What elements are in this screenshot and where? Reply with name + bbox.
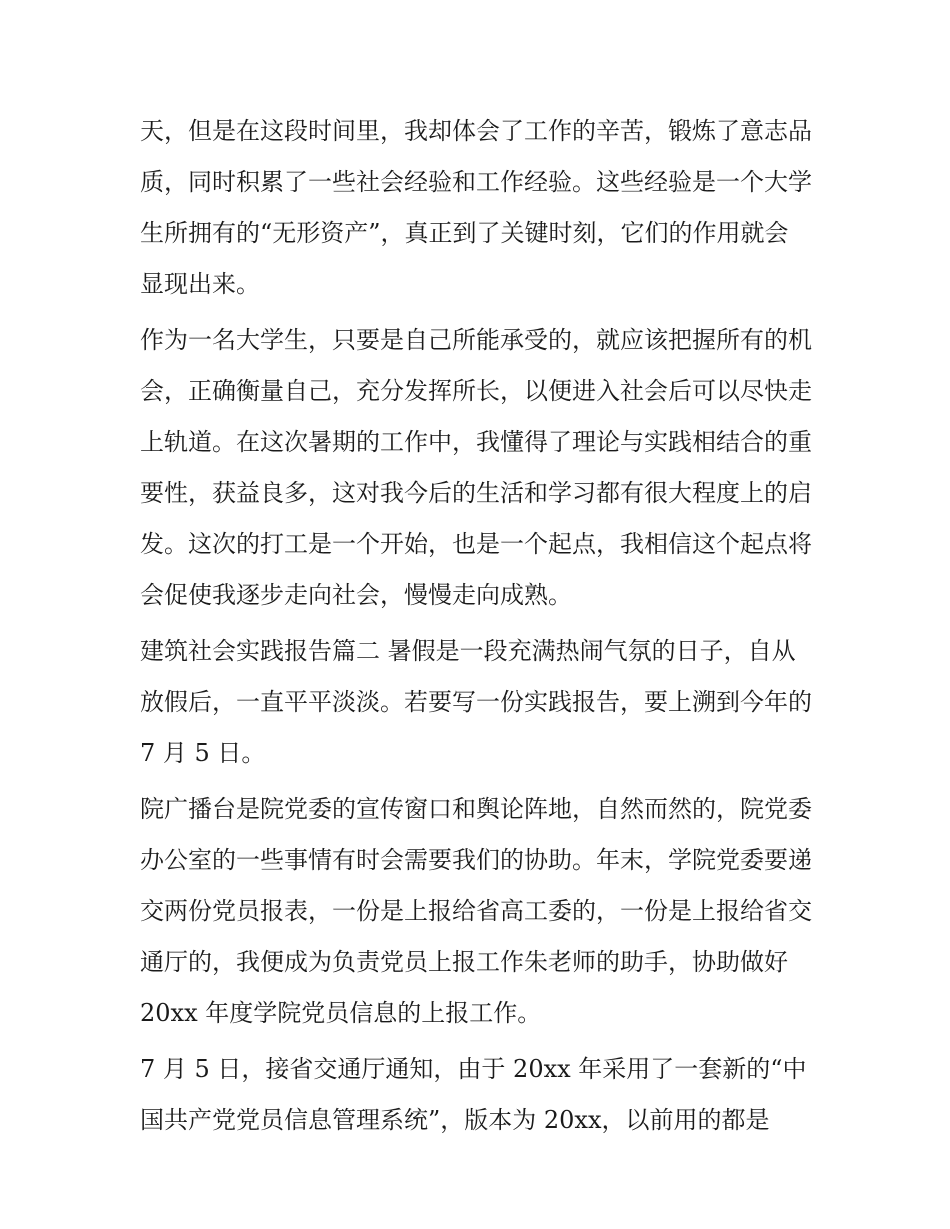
paragraph-4: 院广播台是院党委的宣传窗口和舆论阵地，自然而然的，院党委办公室的一些事情有时会需要我们的协助。年末，学院党委要递交两份党员报表，一份是上报给省高工委的，一份是上报给省交通厅的，我便成为负责党员上报工作朱老师的助手，协助做好 20xx 年度学院党员信息的上报工作。	[140, 795, 812, 1027]
paragraph-5: 7 月 5 日，接省交通厅通知，由于 20xx 年采用了一套新的“中国共产党党员信息管理系统”，版本为 20xx，以前用的都是	[140, 1055, 807, 1134]
paragraph-1: 天，但是在这段时间里，我却体会了工作的辛苦，锻炼了意志品质，同时积累了一些社会经验和工作经验。这些经验是一个大学生所拥有的“无形资产”，真正到了关键时刻，它们的作用就会显现出来。	[140, 117, 812, 298]
paragraph-3: 建筑社会实践报告篇二 暑假是一段充满热闹气氛的日子，自从放假后，一直平平淡淡。若要写一份实践报告，要上溯到今年的 7 月 5 日。	[140, 637, 812, 767]
paragraph-2: 作为一名大学生，只要是自己所能承受的，就应该把握所有的机会，正确衡量自己，充分发挥所长，以便进入社会后可以尽快走上轨道。在这次暑期的工作中，我懂得了理论与实践相结合的重要性，获益良多，这对我今后的生活和学习都有很大程度上的启发。这次的打工是一个开始，也是一个起点，我相信这个起点将会促使我逐步走向社会，慢慢走向成熟。	[140, 326, 812, 609]
document-body	[140, 106, 812, 1146]
